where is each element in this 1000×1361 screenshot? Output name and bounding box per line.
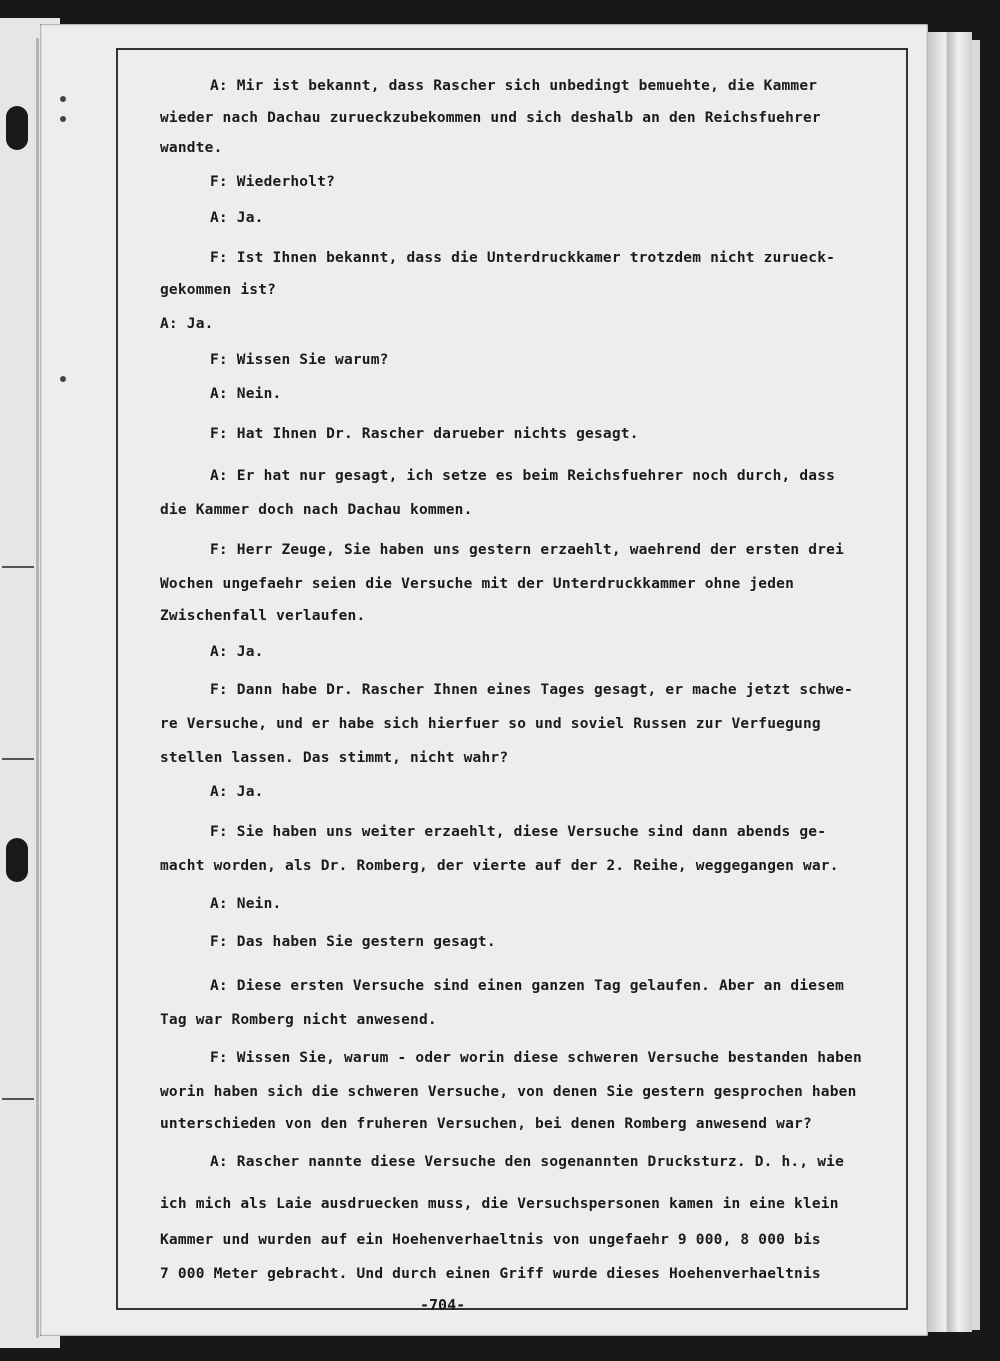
text-line: wieder nach Dachau zurueckzubekommen und sich deshalb an den Reichsfuehrer <box>160 110 821 126</box>
punch-hole <box>6 838 28 882</box>
margin-mark <box>2 758 34 760</box>
text-line: F: Wiederholt? <box>210 174 336 190</box>
text-line: A: Diese ersten Versuche sind einen ganzen Tag gelaufen. Aber an diesem <box>210 978 845 994</box>
text-line: Zwischenfall verlaufen. <box>160 608 366 624</box>
margin-dot <box>60 116 66 122</box>
text-line: unterschieden von den fruheren Versuchen, bei denen Romberg anwesend war? <box>160 1116 812 1132</box>
margin-dot <box>60 96 66 102</box>
margin-dot <box>60 376 66 382</box>
text-line: die Kammer doch nach Dachau kommen. <box>160 502 473 518</box>
text-line: F: Sie haben uns weiter erzaehlt, diese Versuche sind dann abends ge- <box>210 824 827 840</box>
punch-hole <box>6 106 28 150</box>
text-line: A: Nein. <box>210 896 282 912</box>
text-line: F: Das haben Sie gestern gesagt. <box>210 934 496 950</box>
text-line: F: Wissen Sie warum? <box>210 352 389 368</box>
text-line: worin haben sich die schweren Versuche, von denen Sie gestern gesprochen haben <box>160 1084 857 1100</box>
text-line: A: Ja. <box>210 210 264 226</box>
text-line: F: Ist Ihnen bekannt, dass die Unterdruckkamer trotzdem nicht zurueck- <box>210 250 836 266</box>
text-line: re Versuche, und er habe sich hierfuer so und soviel Russen zur Verfuegung <box>160 716 821 732</box>
text-line: F: Wissen Sie, warum - oder worin diese schweren Versuche bestanden haben <box>210 1050 862 1066</box>
page-number: -704- <box>420 1296 466 1314</box>
text-line: ich mich als Laie ausdruecken muss, die Versuchspersonen kamen in eine klein <box>160 1196 839 1212</box>
text-line: F: Dann habe Dr. Rascher Ihnen eines Tages gesagt, er mache jetzt schwe- <box>210 682 853 698</box>
text-line: 7 000 Meter gebracht. Und durch einen Griff wurde dieses Hoehenverhaeltnis <box>160 1266 821 1282</box>
text-line: F: Hat Ihnen Dr. Rascher darueber nichts gesagt. <box>210 426 639 442</box>
margin-mark <box>2 566 34 568</box>
text-line: macht worden, als Dr. Romberg, der vierte auf der 2. Reihe, weggegangen war. <box>160 858 839 874</box>
text-line: Tag war Romberg nicht anwesend. <box>160 1012 437 1028</box>
text-line: A: Rascher nannte diese Versuche den sogenannten Drucksturz. D. h., wie <box>210 1154 845 1170</box>
text-line: A: Mir ist bekannt, dass Rascher sich unbedingt bemuehte, die Kammer <box>210 78 818 94</box>
binder-line <box>36 38 39 1338</box>
margin-mark <box>2 1098 34 1100</box>
text-line: Wochen ungefaehr seien die Versuche mit der Unterdruckkammer ohne jeden <box>160 576 795 592</box>
text-line: Kammer und wurden auf ein Hoehenverhaeltnis von ungefaehr 9 000, 8 000 bis <box>160 1232 821 1248</box>
text-line: F: Herr Zeuge, Sie haben uns gestern erzaehlt, waehrend der ersten drei <box>210 542 845 558</box>
text-line: gekommen ist? <box>160 282 277 298</box>
text-line: stellen lassen. Das stimmt, nicht wahr? <box>160 750 509 766</box>
page-stack-edge <box>972 40 980 1330</box>
text-line: A: Ja. <box>160 316 214 332</box>
page-stack-edge <box>928 32 972 1332</box>
text-line: A: Er hat nur gesagt, ich setze es beim Reichsfuehrer noch durch, dass <box>210 468 836 484</box>
text-line: A: Ja. <box>210 644 264 660</box>
text-line: A: Nein. <box>210 386 282 402</box>
text-line: A: Ja. <box>210 784 264 800</box>
text-line: wandte. <box>160 140 223 156</box>
